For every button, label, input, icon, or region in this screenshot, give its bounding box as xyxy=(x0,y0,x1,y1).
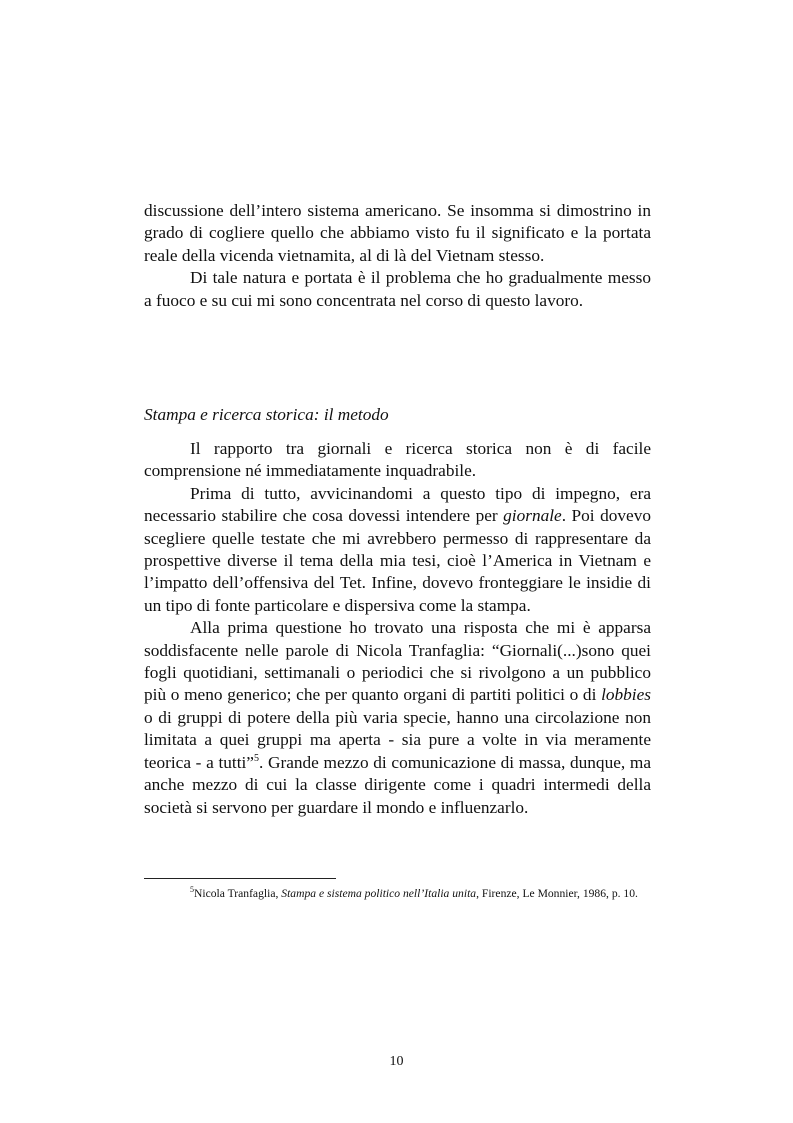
term-giornale: giornale xyxy=(503,506,562,526)
paragraph-definition-start: Prima di tutto, avvicinandomi a questo tipo di impegno, era necessario stabilire che cosa dovessi intendere per xyxy=(144,483,651,526)
paragraph-problem: Di tale natura e portata è il problema che ho gradualmente messo a fuoco e su cui mi sono concentrata nel corso di questo lavoro. xyxy=(144,268,651,310)
footnote-author: Nicola Tranfaglia, xyxy=(194,887,282,900)
paragraph-continuation: discussione dell’intero sistema americano. Se insomma si dimostrino in grado di cogliere quello che abbiamo visto fu il significato e la portata reale della vicenda vietnamita, al di là del Vietnam stesso. xyxy=(144,201,651,265)
section-body xyxy=(144,438,651,819)
paragraph-intro: Il rapporto tra giornali e ricerca storica non è di facile comprensione né immediatamente inquadrabile. xyxy=(144,439,651,481)
section-heading-wrap xyxy=(144,404,651,426)
paragraph-quote-end: . Grande mezzo di comunicazione di massa, dunque, ma anche mezzo di cui la classe dirigente come i quadri intermedi della società si servono per guardare il mondo e influenzarlo. xyxy=(144,752,651,817)
footnote xyxy=(144,885,651,903)
paragraph-quote-start: Alla prima questione ho trovato una risposta che mi è apparsa soddisfacente nelle parole di Nicola Tranfaglia: “Giornali(...)sono quei fogli quotidiani, settimanali o periodici che si rivolgono a un pubblico più o meno generico; che per quanto organi di partiti politici o di xyxy=(144,618,651,705)
footnote-separator xyxy=(144,878,336,879)
term-lobbies: lobbies xyxy=(601,685,651,705)
section-heading: Stampa e ricerca storica: il metodo xyxy=(144,405,389,424)
footnote-reference[interactable]: 5 xyxy=(253,752,259,764)
paragraph-quote xyxy=(144,617,651,819)
page-number: 10 xyxy=(389,1054,404,1069)
paragraph-quote-middle: o di gruppi di potere della più varia specie, hanno una circolazione non limitata a quei gruppi ma aperta - sia pure a volte in via meramente teorica - a tutti” xyxy=(144,707,651,772)
footnote-title: Stampa e sistema politico nell’Italia unita xyxy=(281,887,477,900)
footnote-number: 5 xyxy=(190,885,194,895)
intro-text xyxy=(144,200,651,312)
footnote-details: , Firenze, Le Monnier, 1986, p. 10. xyxy=(476,887,638,900)
paragraph-definition-end: . Poi dovevo scegliere quelle testate che mi avrebbero permesso di rappresentare da prospettive diverse il tema della mia tesi, cioè l’America in Vietnam e l’impatto dell’offensiva del Tet. Infine, dovevo fronteggiare le insidie di un tipo di fonte particolare e dispersiva come la stampa. xyxy=(144,506,652,615)
paragraph-definition xyxy=(144,483,651,617)
